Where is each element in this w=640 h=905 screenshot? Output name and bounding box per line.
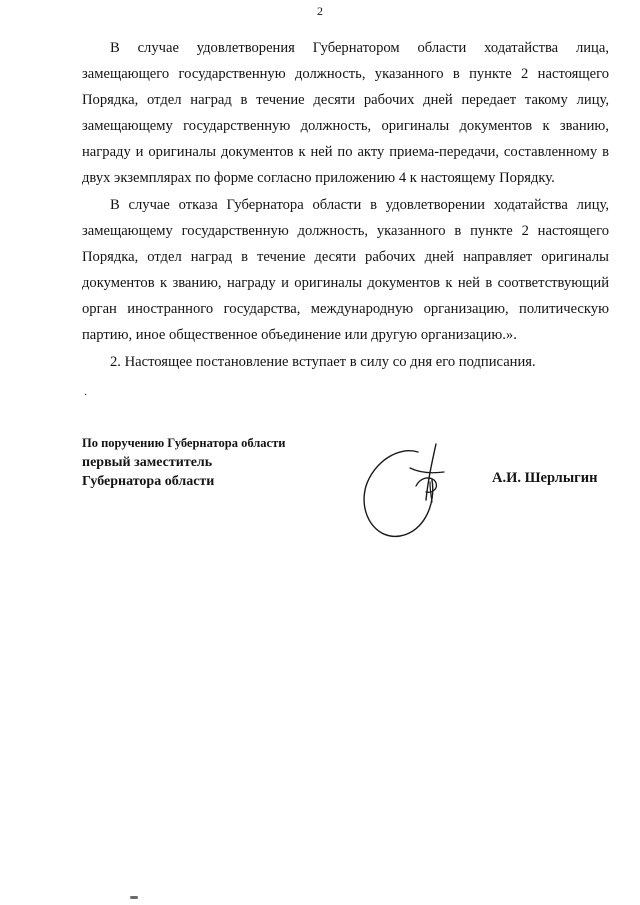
body-paragraph-2: В случае отказа Губернатора области в удовлетворении ходатайства лицу, замещающему государственную должность, указанного в пункте 2 настоящего Порядка, отдел наград в течение десяти рабочих дней направляет оригиналы документов к званию, награду и оригиналы документов к ней в соответствующий орган иностранного государства, международную организацию, политическую партию, иное общественное объединение или другую организацию.». (82, 197, 609, 343)
signer-name: А.И. Шерлыгин (492, 470, 598, 486)
page-number: 2 (317, 4, 323, 18)
signatory-position-line-1: первый заместитель (82, 455, 213, 470)
signature-block (82, 434, 285, 491)
signatory-position-line-2: Губернатора области (82, 474, 215, 489)
handwritten-signature (352, 432, 467, 547)
body-paragraph-1: В случае удовлетворения Губернатором области ходатайства лица, замещающего государственную должность, указанного в пункте 2 настоящего Порядка, отдел наград в течение десяти рабочих дней передает такому лицу, замещающему государственную должность, оригиналы документов к званию, награду и оригиналы документов к ней по акту приема-передачи, составленному в двух экземплярах по форме согласно приложению 4 к настоящему Порядку. (82, 40, 609, 186)
body-paragraph-3: 2. Настоящее постановление вступает в силу со дня его подписания. (110, 354, 536, 370)
stray-mark: · (84, 390, 88, 401)
scan-artifact (130, 896, 138, 899)
signature-caption: По поручению Губернатора области (82, 436, 286, 450)
